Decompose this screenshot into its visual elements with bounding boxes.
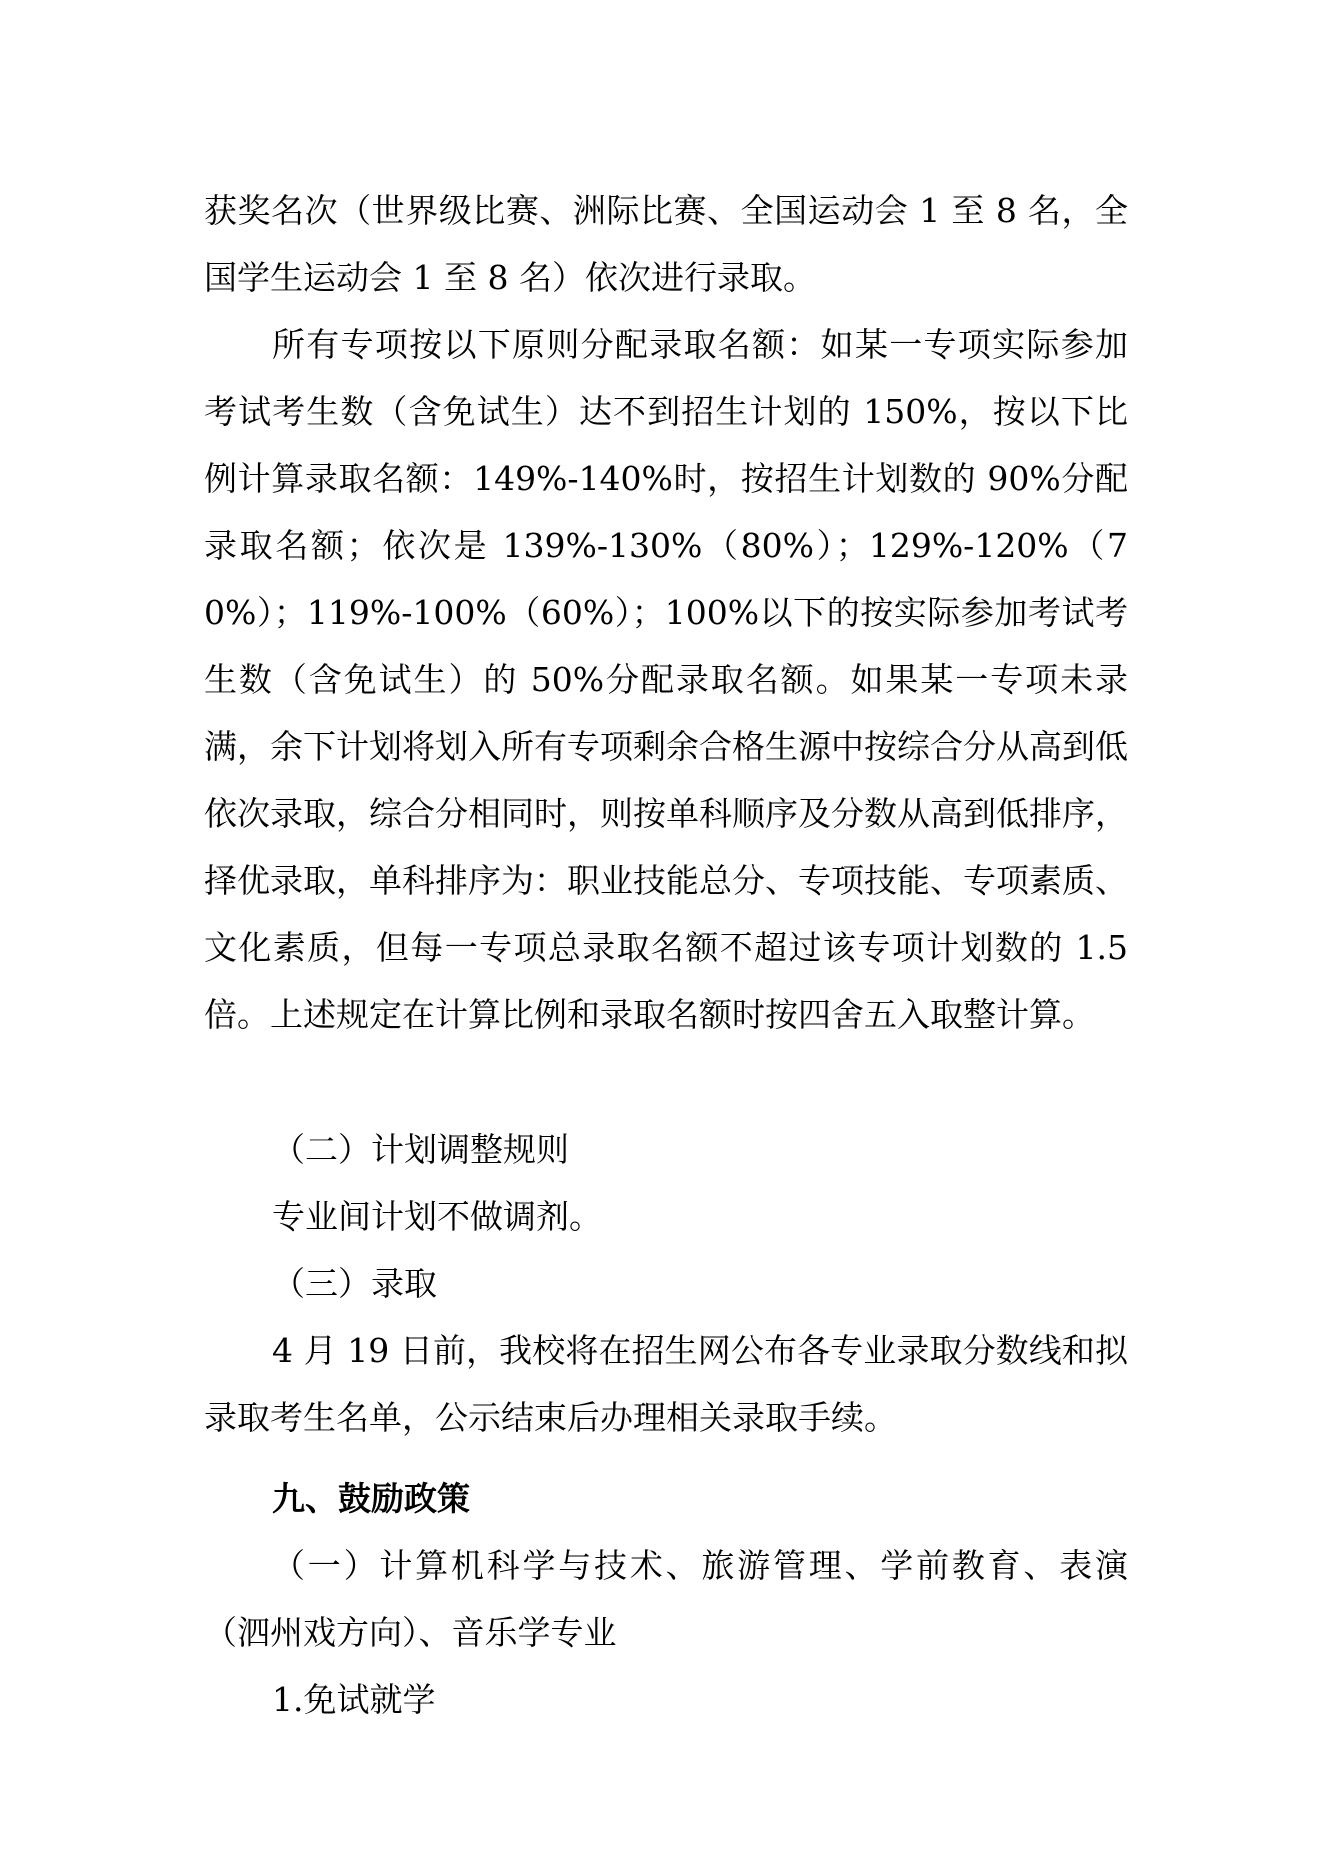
paragraph-quota-allocation: 所有专项按以下原则分配录取名额：如某一专项实际参加考试考生数（含免试生）达不到招生计划的 150%，按以下比例计算录取名额：149%-140%时，按招生计划数的 90%分配录取名额；依次是 139%-130%（80%）；129%-120%（70%）；119%-100%（60%）；100%以下的按实际参加考试考生数（含免试生）的 50%分配录取名额。如果某一专项未录满，余下计划将划入所有专项剩余合格生源中按综合分从高到低依次录取，综合分相同时，则按单科顺序及分数从高到低排序，择优录取，单科排序为：职业技能总分、专项技能、专项素质、文化素质，但每一专项总录取名额不超过该专项计划数的 1.5 倍。上述规定在计算比例和录取名额时按四舍五入取整计算。 xyxy=(204,325,1128,1034)
paragraph-no-transfer: 专业间计划不做调剂。 xyxy=(272,1197,602,1236)
subheading-admission: （三）录取 xyxy=(272,1264,437,1303)
section-heading-incentive-policy: 九、鼓励政策 xyxy=(272,1479,470,1518)
paragraph-admission-announcement: 4 月 19 日前，我校将在招生网公布各专业录取分数线和拟录取考生名单，公示结束后办理相关录取手续。 xyxy=(204,1331,1128,1437)
paragraph-award-ranking: 获奖名次（世界级比赛、洲际比赛、全国运动会 1 至 8 名，全国学生运动会 1 至 8 名）依次进行录取。 xyxy=(204,191,1128,297)
subheading-plan-adjustment: （二）计划调整规则 xyxy=(272,1130,569,1169)
list-item-exempt-admission: 1.免试就学 xyxy=(272,1680,436,1719)
subheading-majors: （一）计算机科学与技术、旅游管理、学前教育、表演（泗州戏方向）、音乐学专业 xyxy=(204,1546,1128,1652)
